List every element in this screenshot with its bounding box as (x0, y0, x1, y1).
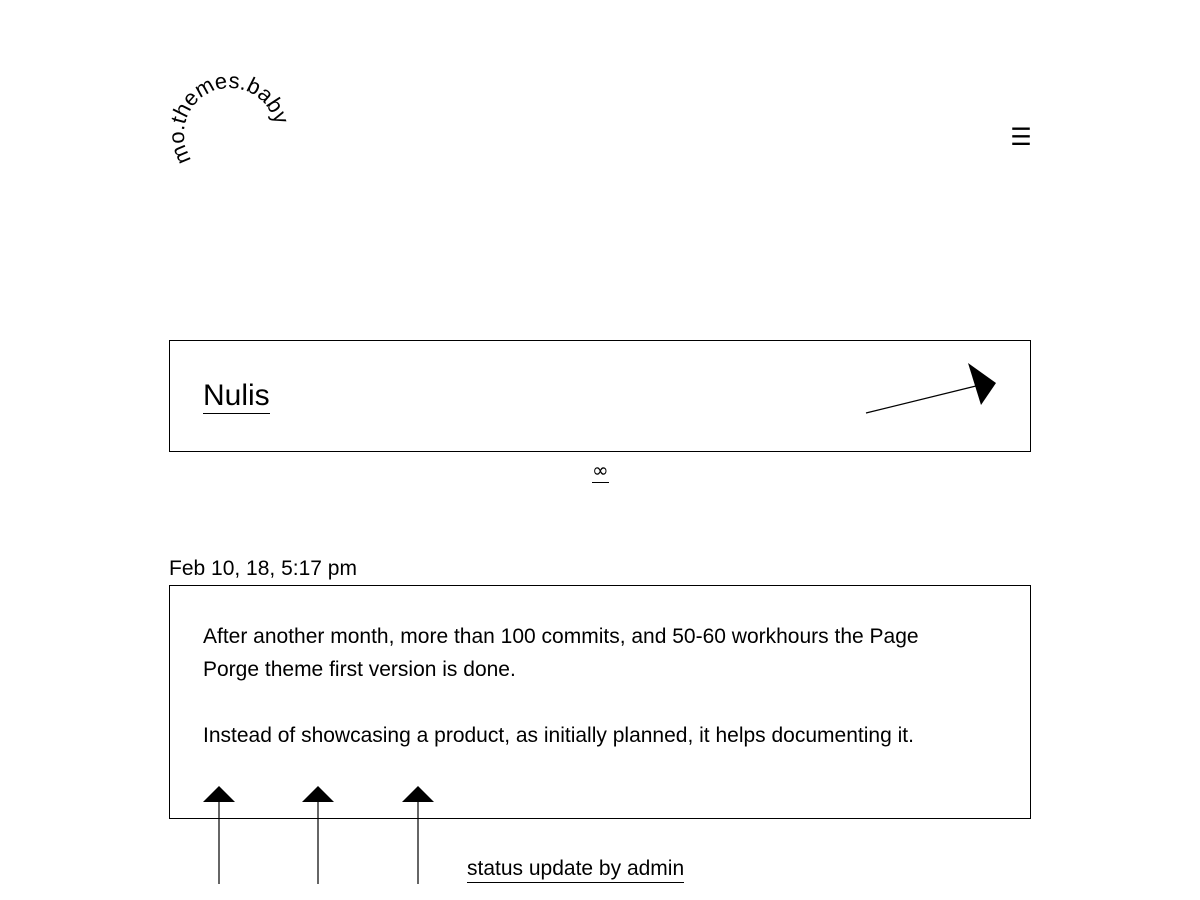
svg-text:mo.themes.baby (164, 68, 295, 168)
post-byline-link[interactable]: status update by admin (467, 856, 684, 883)
post-title-card (169, 340, 1031, 452)
circular-logo-icon (160, 64, 310, 194)
hamburger-icon: ☰ (1010, 123, 1032, 151)
post-title-link[interactable]: Nulis (203, 379, 270, 412)
arrow-right-icon (860, 359, 1000, 419)
post-content-card (169, 585, 1031, 819)
permalink-infinity-link[interactable]: ∞ (592, 458, 609, 482)
up-arrow-icon (203, 785, 235, 885)
post-paragraph: Instead of showcasing a product, as initially planned, it helps documenting it. (203, 724, 914, 747)
up-arrow-icon (402, 785, 434, 885)
up-arrow-icon (302, 785, 334, 885)
logo-text: mo.themes.baby (163, 67, 295, 169)
post-paragraph: After another month, more than 100 commits, and 50-60 workhours the Page Porge theme first version is done. (203, 625, 919, 681)
menu-button[interactable] (1006, 120, 1036, 154)
post-date: Feb 10, 18, 5:17 pm (169, 557, 357, 580)
